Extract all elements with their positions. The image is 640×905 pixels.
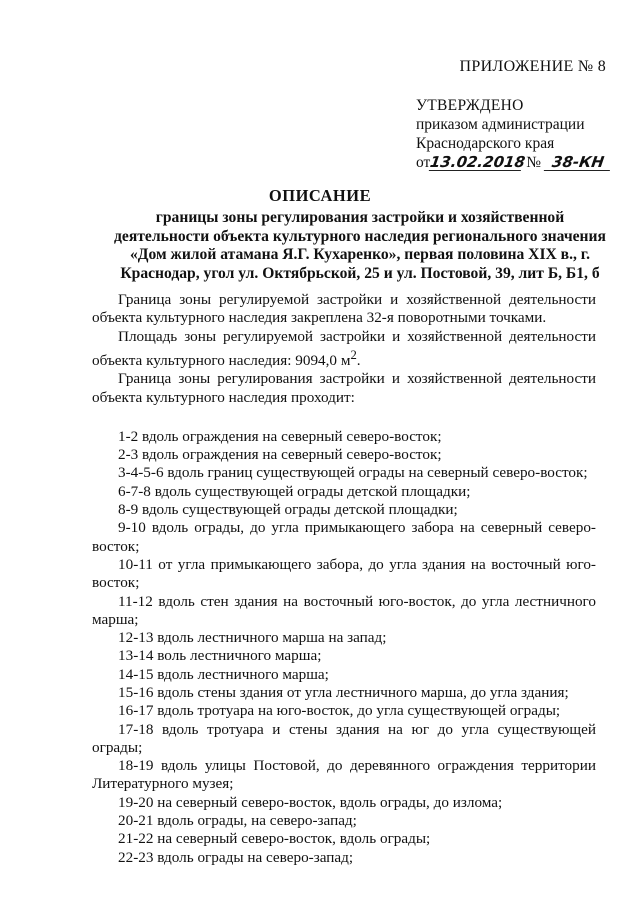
list-item: 3-4-5-6 вдоль границ существующей ограды на северный северо-восток; [118,464,588,482]
approval-line-3 [416,153,616,172]
list-item: 15-16 вдоль стены здания от угла лестничного марша, до угла здания; [118,684,569,701]
approval-heading: УТВЕРЖДЕНО [416,97,524,114]
list-item: 2-3 вдоль ограждения на северный северо-восток; [118,446,442,464]
area-text: Площадь зоны регулируемой застройки и хозяйственной деятельности объекта культурного наследия: 9094,0 м [92,327,596,369]
number-label: № [526,154,541,171]
handwritten-number: 38-КН [544,154,612,171]
boundary-list [92,428,596,867]
list-item: 10-11 от угла примыкающего забора, до угла здания на восточный юго-восток; [92,555,596,592]
spacer [92,407,596,428]
list-item: 14-15 вдоль лестничного марша; [118,665,329,683]
paragraph-route-intro: Граница зоны регулирования застройки и хозяйственной деятельности объекта культурного наследия проходит: [92,370,596,406]
list-item: 1-2 вдоль ограждения на северный северо-восток; [118,427,442,445]
appendix-label: ПРИЛОЖЕНИЕ № 8 [459,58,606,75]
approval-line-2: Краснодарского края [416,135,555,152]
paragraph-area [92,328,596,371]
list-item: 21-22 на северный северо-восток, вдоль ограды; [118,830,431,848]
paragraph-points: Граница зоны регулируемой застройки и хозяйственной деятельности объекта культурного наследия закреплена 32-я поворотными точками. [92,291,596,327]
list-item: 19-20 на северный северо-восток, вдоль ограды, до излома; [118,793,503,811]
document-subtitle: границы зоны регулирования застройки и хозяйственной деятельности объекта культурного наследия регионального значения «Дом жилой атамана Я.Г. Кухаренко», первая половина XIX в., г. Краснодар, угол ул. Октябрьской, 25 и ул. Постовой, 39, лит Б, Б1, б [114,209,606,282]
area-period: . [356,351,361,369]
list-item: 13-14 воль лестничного марша; [118,647,322,665]
list-item: 22-23 вдоль ограды на северо-запад; [118,848,354,866]
list-item: 8-9 вдоль существующей ограды детской площадки; [118,501,458,519]
approval-block [416,96,616,172]
list-item: 11-12 вдоль стен здания на восточный юго-восток, до угла лестничного марша; [92,592,596,628]
list-item: 6-7-8 вдоль существующей ограды детской площадки; [118,482,471,500]
list-item: 20-21 вдоль ограды, на северо-запад; [118,812,357,830]
document-body [92,291,596,867]
area-unit-superscript: 2 [350,347,357,362]
list-item: 18-19 вдоль улицы Постовой, до деревянного ограждения территории Литературного музея; [92,757,596,793]
list-item: 16-17 вдоль тротуара на юго-восток, до угла существующей ограды; [118,702,561,720]
list-item: 12-13 вдоль лестничного марша на запад; [118,629,387,647]
list-item: 17-18 вдоль тротуара и стены здания на юг до угла существующей ограды; [92,720,596,756]
document-title: ОПИСАНИЕ [268,186,372,205]
list-item: 9-10 вдоль ограды, до угла примыкающего забора на северный северо-восток; [92,519,596,555]
approval-line-1: приказом администрации [416,116,585,133]
handwritten-date: 13.02.2018 [429,153,527,171]
from-label: от [416,154,431,171]
